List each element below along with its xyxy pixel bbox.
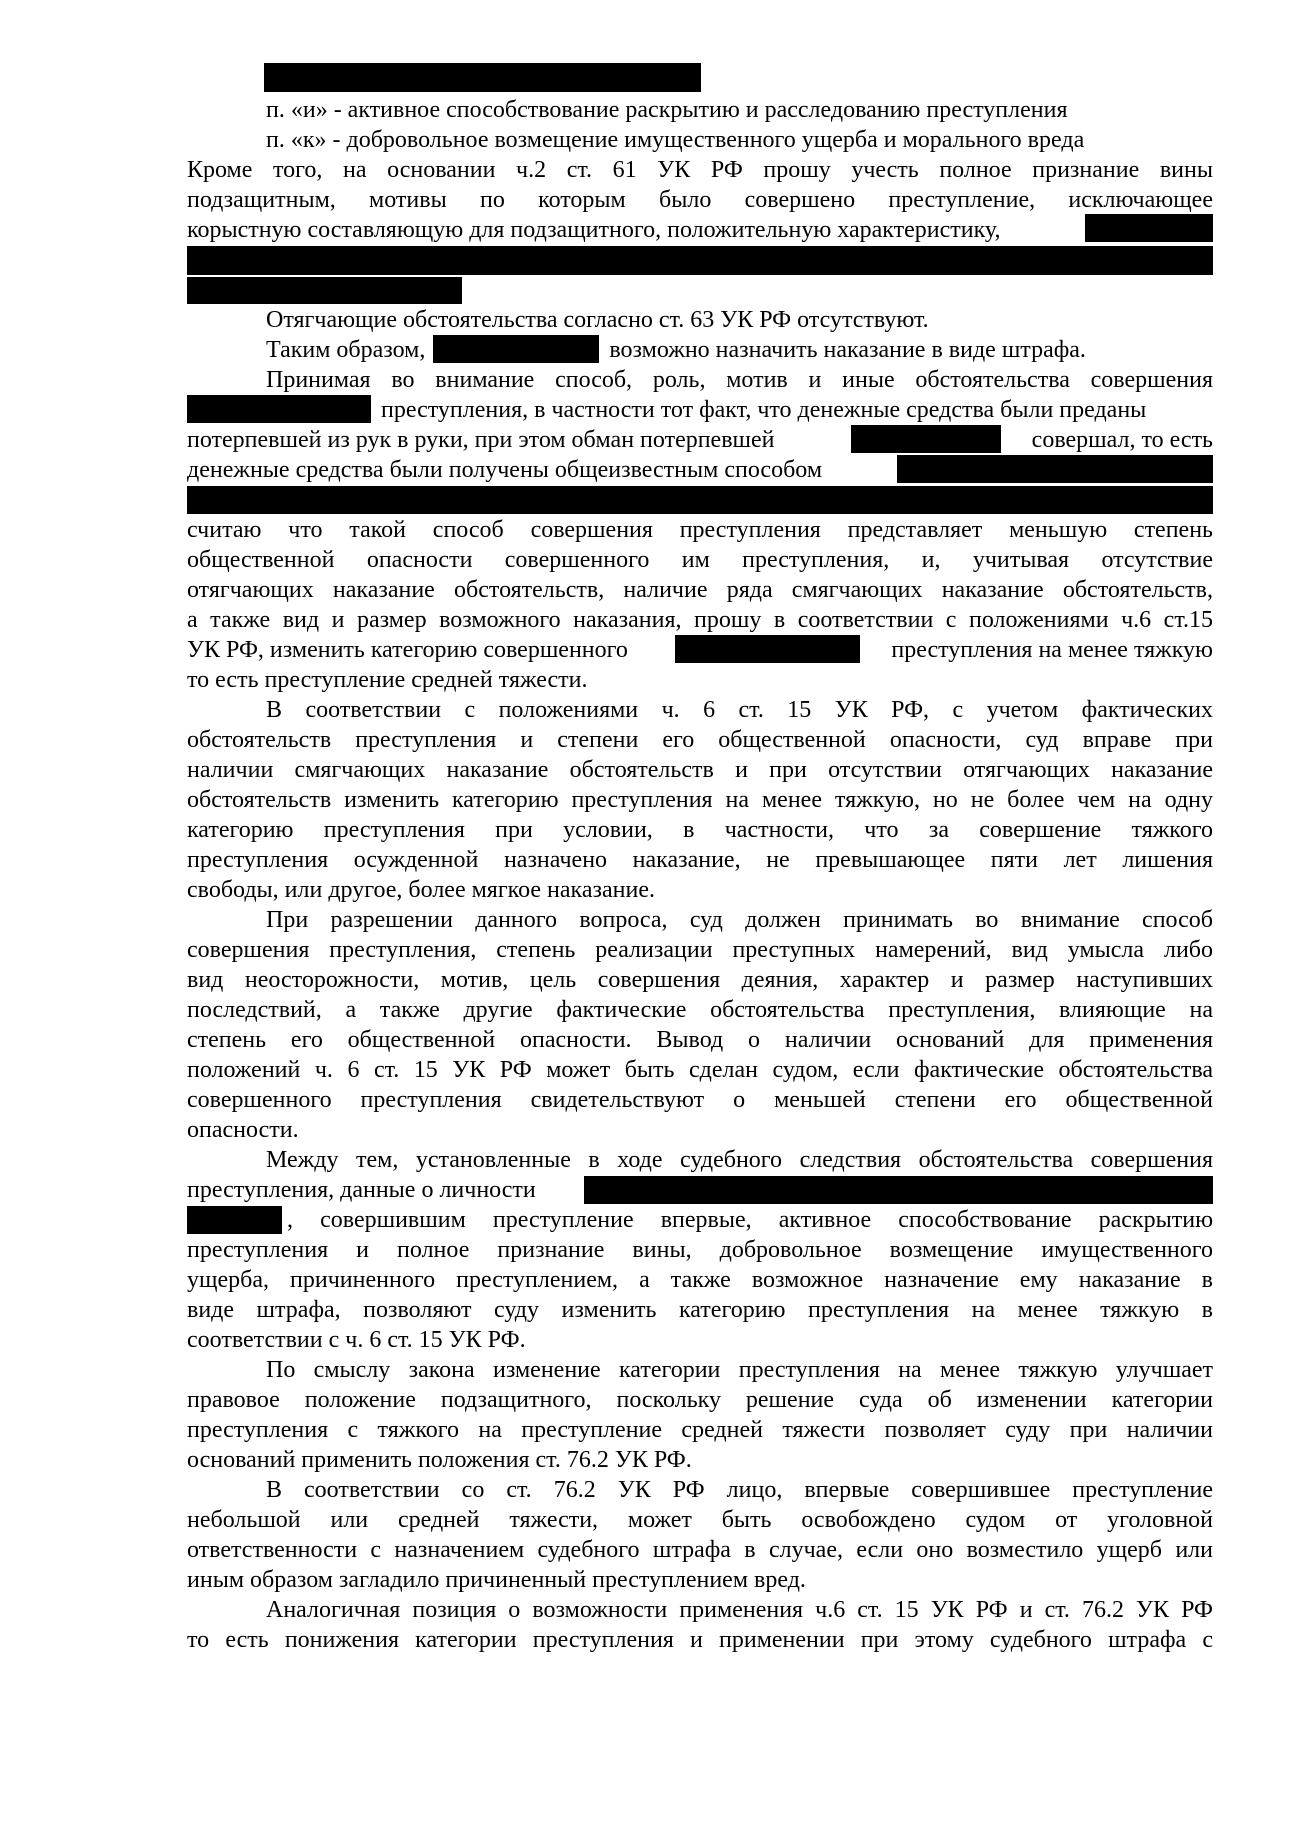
redaction-block: [187, 277, 462, 304]
text-line: вид неосторожности, мотив, цель совершения деяния, характер и размер наступивших: [187, 967, 1213, 993]
redaction-block: [264, 63, 701, 92]
text-line: Между тем, установленные в ходе судебного следствия обстоятельства совершения: [266, 1147, 1213, 1173]
text-line: оснований применить положения ст. 76.2 УК РФ.: [187, 1447, 692, 1473]
text-line: ответственности с назначением судебного штрафа в случае, если оно возместило ущерб или: [187, 1537, 1213, 1563]
text-line: Кроме того, на основании ч.2 ст. 61 УК РФ прошу учесть полное признание вины: [187, 157, 1213, 183]
text-line: преступления с тяжкого на преступление средней тяжести позволяет суду при наличии: [187, 1417, 1213, 1443]
text-line: преступления на менее тяжкую: [891, 637, 1213, 663]
text-line: степень его общественной опасности. Вывод о наличии оснований для применения: [187, 1027, 1213, 1053]
redaction-block: [187, 1206, 282, 1234]
text-line: [187, 215, 1213, 245]
text-line: Отягчающие обстоятельства согласно ст. 63 УК РФ отсутствуют.: [266, 307, 929, 333]
redaction-block: [187, 246, 1213, 275]
text-line: последствий, а также другие фактические обстоятельства преступления, влияющие на: [187, 997, 1213, 1023]
redaction-block: [187, 395, 371, 423]
text-line: [187, 395, 1213, 425]
text-segment: потерпевшей из рук в руки, при этом обман потерпевшей: [187, 427, 775, 453]
text-segment: УК РФ, изменить категорию совершенного: [187, 637, 628, 663]
text-segment: возможно назначить наказание в виде штрафа.: [609, 337, 1086, 363]
text-line: считаю что такой способ совершения преступления представляет меньшую степень: [187, 517, 1213, 543]
text-line: то есть преступление средней тяжести.: [187, 667, 588, 693]
text-line: небольшой или средней тяжести, может быть освобождено судом от уголовной: [187, 1507, 1213, 1533]
text-line: п. «и» - активное способствование раскрытию и расследованию преступления: [266, 97, 1068, 123]
text-line: соответствии с ч. 6 ст. 15 УК РФ.: [187, 1327, 526, 1353]
redaction-block: [187, 486, 1213, 514]
text-line: категорию преступления при условии, в частности, что за совершение тяжкого: [187, 817, 1213, 843]
text-line: отягчающих наказание обстоятельств, наличие ряда смягчающих наказание обстоятельств,: [187, 577, 1213, 603]
text-line: п. «к» - добровольное возмещение имущественного ущерба и морального вреда: [266, 127, 1085, 153]
text-line: преступления и полное признание вины, добровольное возмещение имущественного: [187, 1237, 1213, 1263]
redaction-block: [851, 425, 1001, 453]
text-line: В соответствии с положениями ч. 6 ст. 15 УК РФ, с учетом фактических: [266, 697, 1213, 723]
text-line: Принимая во внимание способ, роль, мотив и иные обстоятельства совершения: [266, 367, 1213, 393]
redaction-block: [897, 455, 1213, 483]
text-line: виде штрафа, позволяют суду изменить категорию преступления на менее тяжкую в: [187, 1297, 1213, 1323]
text-line: обстоятельств изменить категорию преступления на менее тяжкую, но не более чем на одну: [187, 787, 1213, 813]
redaction-block: [675, 635, 860, 663]
text-line: совершения преступления, степень реализации преступных намерений, вид умысла либо: [187, 937, 1213, 963]
text-line: правовое положение подзащитного, поскольку решение суда об изменении категории: [187, 1387, 1213, 1413]
redaction-block: [584, 1176, 1213, 1204]
text-line: [266, 335, 1213, 365]
text-line: При разрешении данного вопроса, суд должен принимать во внимание способ: [266, 907, 1213, 933]
text-line: Аналогичная позиция о возможности применения ч.6 ст. 15 УК РФ и ст. 76.2 УК РФ: [266, 1597, 1213, 1623]
text-line: совершенного преступления свидетельствуют о меньшей степени его общественной: [187, 1087, 1213, 1113]
text-line: обстоятельств преступления и степени его общественной опасности, суд вправе при: [187, 727, 1213, 753]
text-line: свободы, или другое, более мягкое наказание.: [187, 877, 655, 903]
text-line: общественной опасности совершенного им преступления, и, учитывая отсутствие: [187, 547, 1213, 573]
text-line: подзащитным, мотивы по которым было совершено преступление, исключающее: [187, 187, 1213, 213]
text-line: В соответствии со ст. 76.2 УК РФ лицо, впервые совершившее преступление: [266, 1477, 1213, 1503]
text-line: то есть понижения категории преступления и применении при этому судебного штрафа с: [187, 1627, 1213, 1653]
text-segment: преступления, данные о личности: [187, 1177, 536, 1203]
text-line: ущерба, причиненного преступлением, а также возможное назначение ему наказание в: [187, 1267, 1213, 1293]
text-line: совершал, то есть: [1031, 427, 1213, 453]
redaction-block: [1085, 214, 1213, 242]
text-line: наличии смягчающих наказание обстоятельств и при отсутствии отягчающих наказание: [187, 757, 1213, 783]
text-segment: корыстную составляющую для подзащитного, положительную характеристику,: [187, 217, 1001, 243]
redaction-block: [433, 335, 599, 363]
text-segment: Таким образом,: [266, 337, 426, 363]
text-line: По смыслу закона изменение категории преступления на менее тяжкую улучшает: [266, 1357, 1213, 1383]
text-line: опасности.: [187, 1117, 299, 1143]
text-segment: денежные средства были получены общеизвестным способом: [187, 457, 823, 483]
text-line: , совершившим преступление впервые, активное способствование раскрытию: [287, 1207, 1213, 1233]
text-line: положений ч. 6 ст. 15 УК РФ может быть сделан судом, если фактические обстоятельства: [187, 1057, 1213, 1083]
text-segment: преступления, в частности тот факт, что денежные средства были преданы: [381, 397, 1147, 423]
text-line: иным образом загладило причиненный преступлением вред.: [187, 1567, 806, 1593]
text-line: преступления осужденной назначено наказание, не превышающее пяти лет лишения: [187, 847, 1213, 873]
text-line: а также вид и размер возможного наказания, прошу в соответствии с положениями ч.6 ст.15: [187, 607, 1213, 633]
